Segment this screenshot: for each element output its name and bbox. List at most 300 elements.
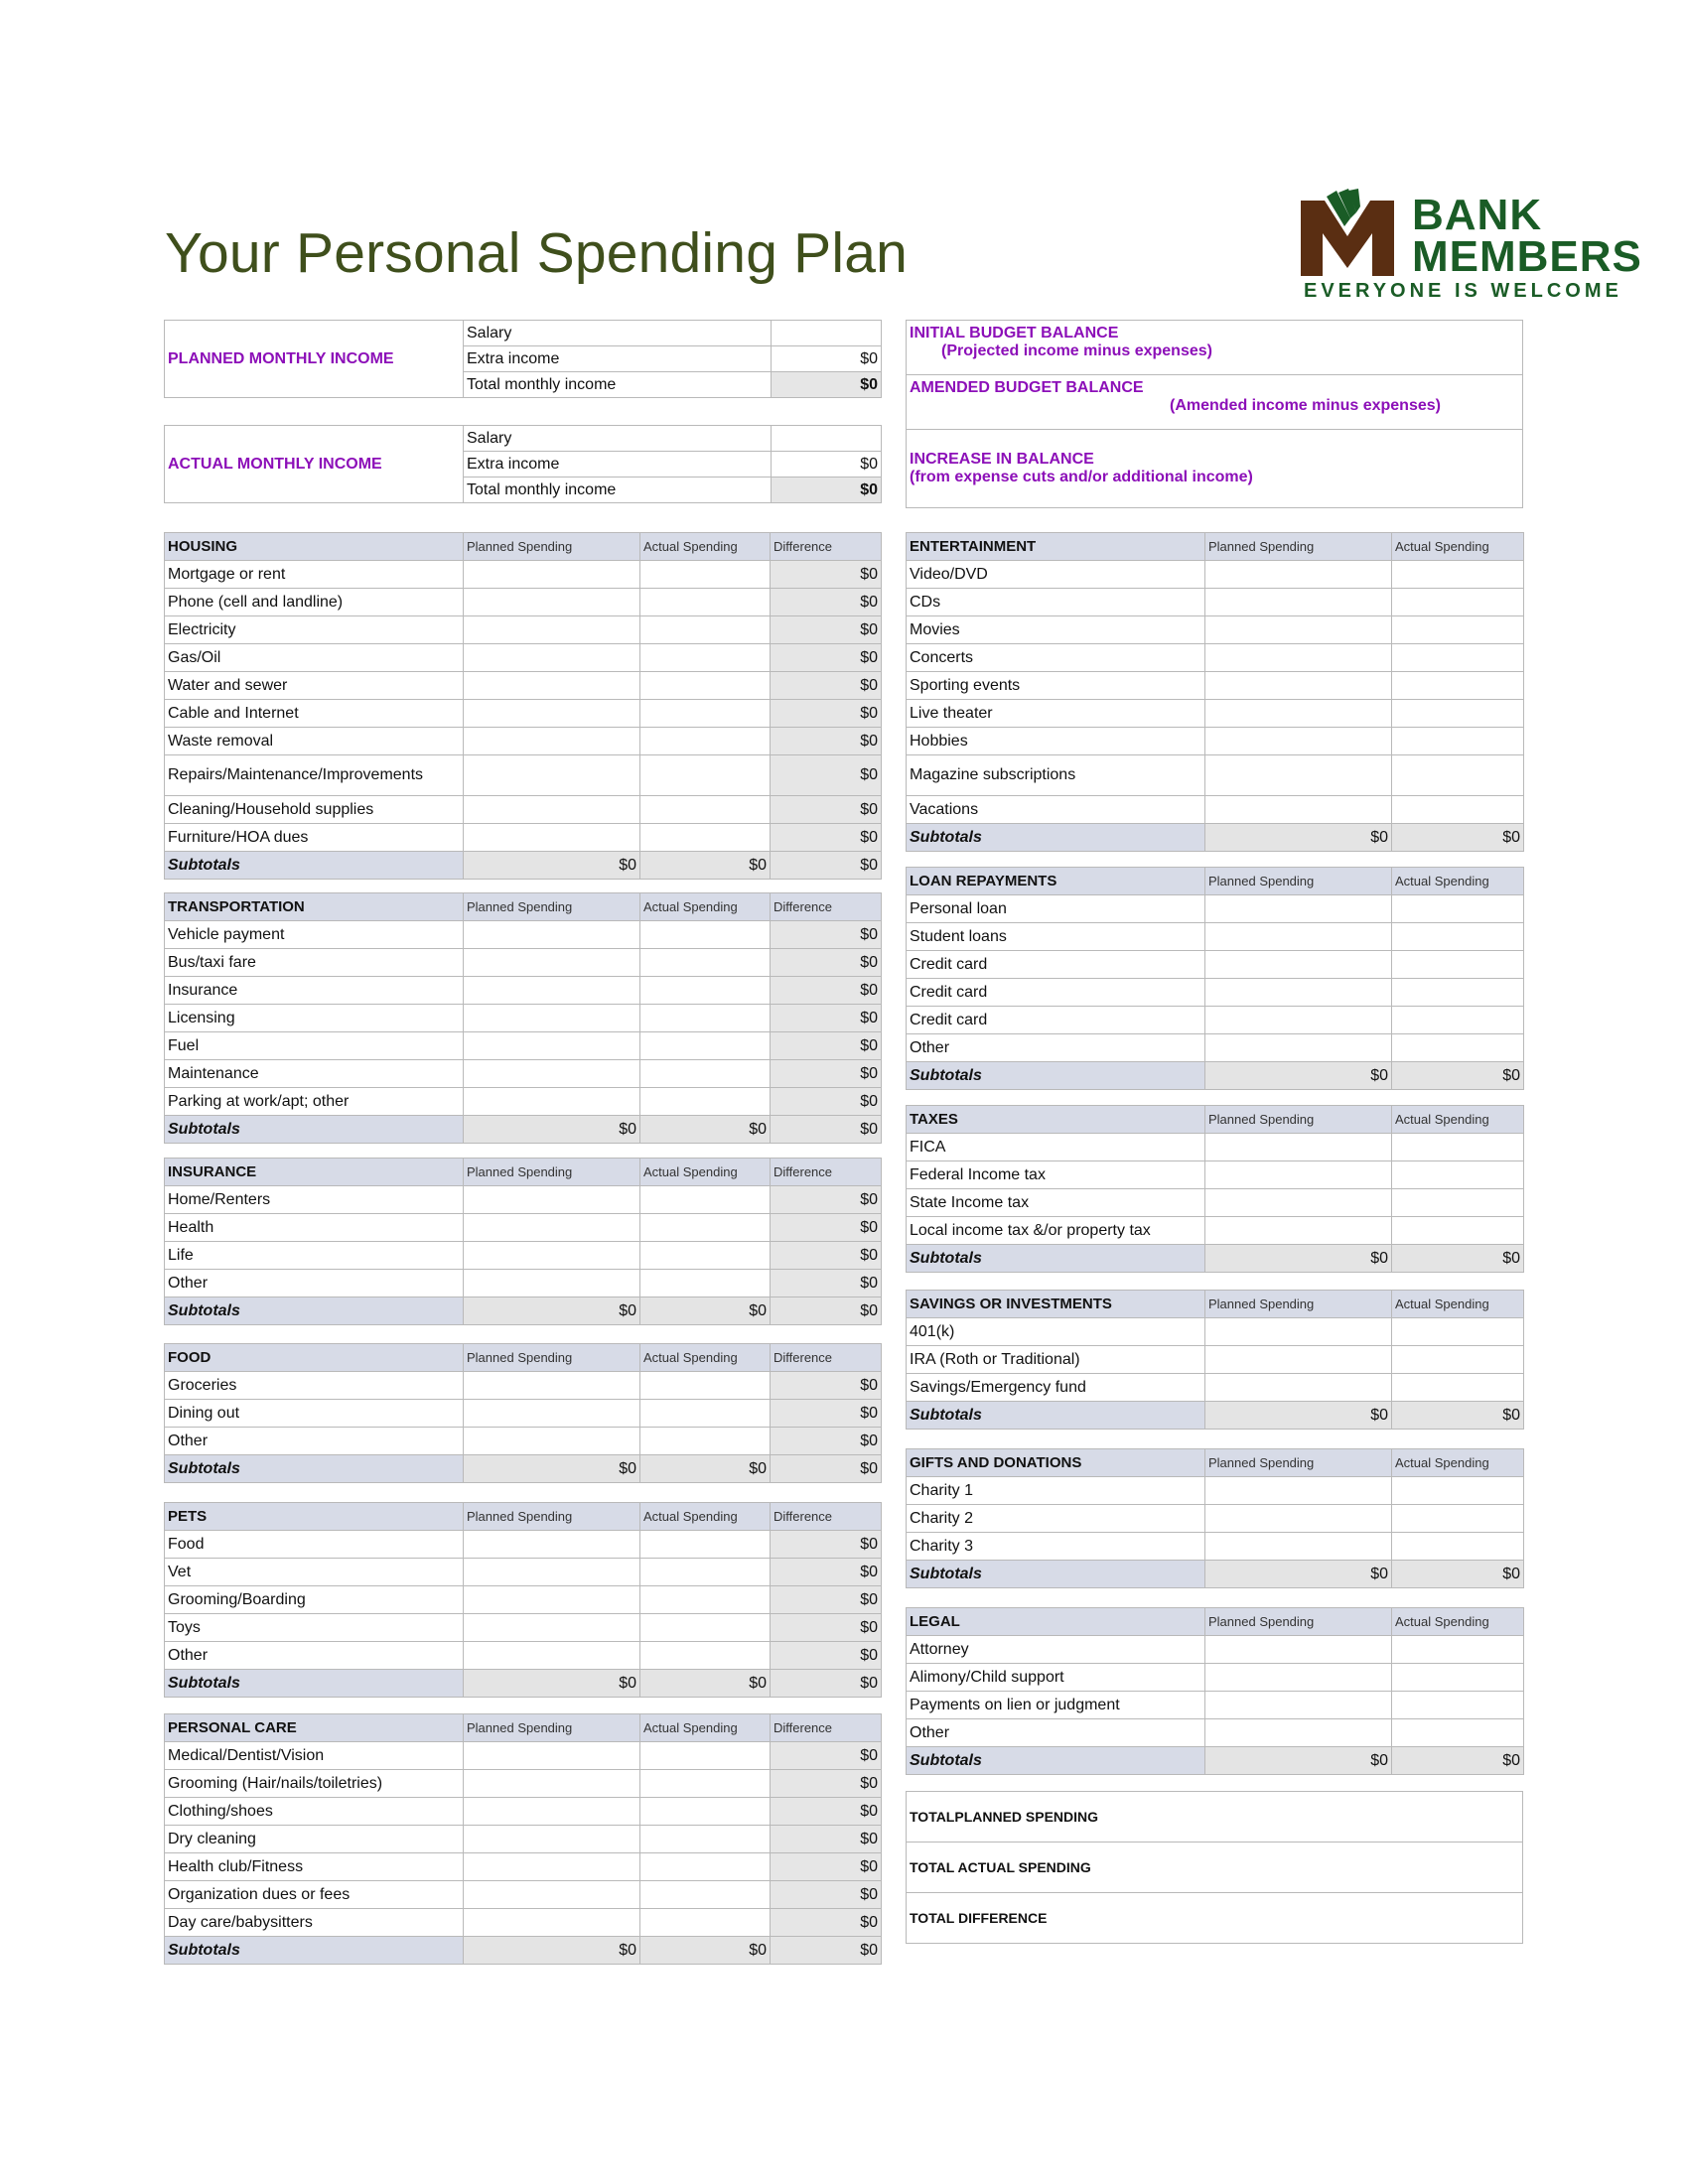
taxes-header: TAXES	[907, 1106, 1205, 1134]
planned-input[interactable]	[1205, 1636, 1392, 1664]
actual-extra-value[interactable]: $0	[772, 452, 882, 478]
subtotals-label: Subtotals	[907, 1245, 1205, 1273]
table-row	[907, 561, 1524, 589]
row-label: Charity 3	[907, 1533, 1205, 1561]
actual-input[interactable]	[1392, 923, 1524, 951]
planned-input[interactable]	[1205, 1346, 1392, 1374]
actual-input[interactable]	[1392, 1134, 1524, 1161]
table-row	[907, 644, 1524, 672]
planned-input[interactable]	[464, 561, 640, 589]
planned-input[interactable]	[1205, 755, 1392, 796]
planned-input[interactable]	[464, 728, 640, 755]
housing-table	[164, 532, 882, 880]
actual-input[interactable]	[1392, 1189, 1524, 1217]
actual-input[interactable]	[1392, 755, 1524, 796]
planned-extra-value[interactable]: $0	[772, 346, 882, 372]
table-row	[907, 895, 1524, 923]
amended-balance-cell[interactable]	[907, 375, 1523, 430]
pets-header: PETS	[165, 1503, 464, 1531]
difference-value: $0	[771, 949, 882, 977]
planned-input[interactable]	[1205, 1374, 1392, 1402]
planned-input[interactable]	[464, 672, 640, 700]
difference-value: $0	[771, 1214, 882, 1242]
table-row	[165, 561, 882, 589]
planned-input[interactable]	[1205, 1189, 1392, 1217]
actual-input[interactable]	[1392, 1505, 1524, 1533]
planned-input[interactable]	[464, 1909, 640, 1937]
actual-input[interactable]	[640, 616, 771, 644]
transportation-header: TRANSPORTATION	[165, 893, 464, 921]
row-label: Other	[165, 1428, 464, 1455]
row-label: Other	[907, 1719, 1205, 1747]
total-planned-spending[interactable]: TOTALPLANNED SPENDING	[907, 1792, 1523, 1843]
actual-input[interactable]	[1392, 1318, 1524, 1346]
planned-input[interactable]	[1205, 1505, 1392, 1533]
row-label: Maintenance	[165, 1060, 464, 1088]
row-label: Dining out	[165, 1400, 464, 1428]
difference-header: Difference	[771, 533, 882, 561]
table-row	[165, 1214, 882, 1242]
initial-balance-cell[interactable]	[907, 321, 1523, 375]
subtotals-label: Subtotals	[165, 852, 464, 880]
difference-header: Difference	[771, 893, 882, 921]
logo-name: BANK MEMBERS	[1412, 191, 1642, 281]
planned-spending-header: Planned Spending	[464, 1159, 640, 1186]
table-row	[907, 1007, 1524, 1034]
actual-input[interactable]	[640, 561, 771, 589]
actual-input[interactable]	[1392, 1007, 1524, 1034]
row-label: Vacations	[907, 796, 1205, 824]
difference-subtotal: $0	[771, 1937, 882, 1965]
table-row	[165, 616, 882, 644]
planned-input[interactable]	[464, 1742, 640, 1770]
planned-input[interactable]	[1205, 1007, 1392, 1034]
planned-input[interactable]	[464, 1372, 640, 1400]
table-row	[907, 728, 1524, 755]
planned-input[interactable]	[1205, 1533, 1392, 1561]
actual-input[interactable]	[640, 700, 771, 728]
table-row	[907, 616, 1524, 644]
actual-input[interactable]	[1392, 700, 1524, 728]
actual-input[interactable]	[1392, 979, 1524, 1007]
difference-subtotal: $0	[771, 1670, 882, 1698]
planned-income-table	[164, 320, 882, 398]
table-row	[907, 1664, 1524, 1692]
row-label: Day care/babysitters	[165, 1909, 464, 1937]
table-row	[165, 589, 882, 616]
difference-value: $0	[771, 700, 882, 728]
planned-input[interactable]	[464, 1826, 640, 1853]
planned-input[interactable]	[1205, 1161, 1392, 1189]
row-label: Water and sewer	[165, 672, 464, 700]
amended-balance-label: AMENDED BUDGET BALANCE	[910, 379, 1144, 396]
row-label: Gas/Oil	[165, 644, 464, 672]
difference-value: $0	[771, 1881, 882, 1909]
actual-input[interactable]	[640, 589, 771, 616]
planned-input[interactable]	[464, 977, 640, 1005]
planned-input[interactable]	[1205, 1692, 1392, 1719]
planned-input[interactable]	[464, 1270, 640, 1297]
table-row	[165, 644, 882, 672]
planned-input[interactable]	[464, 1614, 640, 1642]
planned-subtotal: $0	[464, 1455, 640, 1483]
row-label: Mortgage or rent	[165, 561, 464, 589]
table-row	[907, 796, 1524, 824]
planned-subtotal: $0	[464, 1937, 640, 1965]
row-label: Charity 1	[907, 1477, 1205, 1505]
row-label: Charity 2	[907, 1505, 1205, 1533]
planned-input[interactable]	[1205, 616, 1392, 644]
table-row	[165, 1531, 882, 1559]
planned-input[interactable]	[1205, 951, 1392, 979]
difference-value: $0	[771, 644, 882, 672]
planned-input[interactable]	[464, 1642, 640, 1670]
difference-header: Difference	[771, 1344, 882, 1372]
table-row	[165, 1770, 882, 1798]
actual-input[interactable]	[640, 949, 771, 977]
planned-input[interactable]	[1205, 700, 1392, 728]
actual-input[interactable]	[640, 1400, 771, 1428]
table-row	[907, 1505, 1524, 1533]
actual-input[interactable]	[1392, 1692, 1524, 1719]
actual-input[interactable]	[1392, 644, 1524, 672]
budget-balance-table	[906, 320, 1523, 508]
row-label: FICA	[907, 1134, 1205, 1161]
difference-value: $0	[771, 1742, 882, 1770]
planned-input[interactable]	[1205, 979, 1392, 1007]
planned-input[interactable]	[464, 796, 640, 824]
savings-or-investments-header: SAVINGS OR INVESTMENTS	[907, 1291, 1205, 1318]
actual-input[interactable]	[640, 1270, 771, 1297]
actual-input[interactable]	[640, 1742, 771, 1770]
actual-spending-header: Actual Spending	[1392, 1106, 1524, 1134]
table-row	[907, 672, 1524, 700]
initial-balance-sub: (Projected income minus expenses)	[941, 342, 1212, 359]
table-row	[165, 977, 882, 1005]
actual-spending-header: Actual Spending	[640, 1714, 771, 1742]
actual-input[interactable]	[640, 1853, 771, 1881]
planned-input[interactable]	[464, 616, 640, 644]
planned-spending-header: Planned Spending	[464, 533, 640, 561]
actual-input[interactable]	[1392, 1034, 1524, 1062]
difference-value: $0	[771, 1242, 882, 1270]
actual-input[interactable]	[640, 1770, 771, 1798]
planned-input[interactable]	[464, 949, 640, 977]
actual-input[interactable]	[1392, 616, 1524, 644]
loan-repayments-table	[906, 867, 1524, 1090]
planned-input[interactable]	[1205, 728, 1392, 755]
row-label: Parking at work/apt; other	[165, 1088, 464, 1116]
planned-input[interactable]	[1205, 1719, 1392, 1747]
subtotals-label: Subtotals	[907, 824, 1205, 852]
actual-input[interactable]	[1392, 1533, 1524, 1561]
planned-input[interactable]	[464, 1214, 640, 1242]
difference-header: Difference	[771, 1159, 882, 1186]
actual-input[interactable]	[640, 1531, 771, 1559]
actual-input[interactable]	[1392, 1664, 1524, 1692]
planned-input[interactable]	[1205, 1664, 1392, 1692]
difference-value: $0	[771, 1642, 882, 1670]
subtotals-label: Subtotals	[907, 1402, 1205, 1430]
actual-input[interactable]	[1392, 1477, 1524, 1505]
planned-input[interactable]	[464, 824, 640, 852]
planned-input[interactable]	[1205, 561, 1392, 589]
difference-value: $0	[771, 824, 882, 852]
logo-m-icon	[1291, 189, 1404, 278]
row-label: Bus/taxi fare	[165, 949, 464, 977]
total-actual-spending[interactable]: TOTAL ACTUAL SPENDING	[907, 1843, 1523, 1893]
row-label: Health club/Fitness	[165, 1853, 464, 1881]
planned-input[interactable]	[1205, 1134, 1392, 1161]
actual-input[interactable]	[1392, 1374, 1524, 1402]
actual-input[interactable]	[640, 1372, 771, 1400]
difference-value: $0	[771, 589, 882, 616]
planned-input[interactable]	[1205, 1318, 1392, 1346]
row-label: Alimony/Child support	[907, 1664, 1205, 1692]
actual-input[interactable]	[640, 1186, 771, 1214]
planned-input[interactable]	[464, 921, 640, 949]
planned-input[interactable]	[1205, 796, 1392, 824]
subtotals-label: Subtotals	[165, 1937, 464, 1965]
planned-input[interactable]	[1205, 589, 1392, 616]
personal-care-table	[164, 1713, 882, 1965]
actual-input[interactable]	[640, 921, 771, 949]
row-label: Grooming/Boarding	[165, 1586, 464, 1614]
planned-input[interactable]	[1205, 1034, 1392, 1062]
row-label: Video/DVD	[907, 561, 1205, 589]
table-row	[907, 1477, 1524, 1505]
row-label: Home/Renters	[165, 1186, 464, 1214]
row-label: Phone (cell and landline)	[165, 589, 464, 616]
actual-input[interactable]	[640, 1428, 771, 1455]
actual-input[interactable]	[1392, 561, 1524, 589]
actual-input[interactable]	[640, 755, 771, 796]
planned-salary-value[interactable]	[772, 321, 882, 346]
planned-input[interactable]	[464, 1242, 640, 1270]
table-row	[165, 1798, 882, 1826]
subtotals-label: Subtotals	[907, 1062, 1205, 1090]
difference-value: $0	[771, 1032, 882, 1060]
difference-value: $0	[771, 1909, 882, 1937]
row-label: Food	[165, 1531, 464, 1559]
difference-subtotal: $0	[771, 1297, 882, 1325]
planned-input[interactable]	[464, 1400, 640, 1428]
table-row	[165, 1060, 882, 1088]
planned-spending-header: Planned Spending	[1205, 868, 1392, 895]
actual-input[interactable]	[640, 1826, 771, 1853]
row-label: Waste removal	[165, 728, 464, 755]
actual-input[interactable]	[1392, 796, 1524, 824]
difference-subtotal: $0	[771, 852, 882, 880]
actual-input[interactable]	[640, 1798, 771, 1826]
total-difference[interactable]: TOTAL DIFFERENCE	[907, 1893, 1523, 1944]
savings-or-investments-table	[906, 1290, 1524, 1430]
actual-input[interactable]	[1392, 1719, 1524, 1747]
row-label: Movies	[907, 616, 1205, 644]
increase-balance-cell[interactable]	[907, 430, 1523, 508]
planned-subtotal: $0	[464, 1670, 640, 1698]
planned-input[interactable]	[464, 1559, 640, 1586]
planned-input[interactable]	[464, 1586, 640, 1614]
table-row	[165, 1372, 882, 1400]
actual-input[interactable]	[1392, 589, 1524, 616]
difference-value: $0	[771, 921, 882, 949]
planned-input[interactable]	[464, 1060, 640, 1088]
table-row	[165, 1005, 882, 1032]
actual-subtotal: $0	[1392, 824, 1524, 852]
table-row	[165, 1909, 882, 1937]
planned-input[interactable]	[464, 1853, 640, 1881]
actual-input[interactable]	[1392, 1636, 1524, 1664]
planned-input[interactable]	[464, 1798, 640, 1826]
table-row	[907, 755, 1524, 796]
row-label: Live theater	[907, 700, 1205, 728]
row-label: Hobbies	[907, 728, 1205, 755]
difference-value: $0	[771, 1428, 882, 1455]
planned-input[interactable]	[1205, 1217, 1392, 1245]
actual-input[interactable]	[640, 728, 771, 755]
entertainment-header: ENTERTAINMENT	[907, 533, 1205, 561]
actual-input[interactable]	[1392, 895, 1524, 923]
planned-input[interactable]	[1205, 895, 1392, 923]
difference-value: $0	[771, 755, 882, 796]
actual-input[interactable]	[1392, 1161, 1524, 1189]
planned-spending-header: Planned Spending	[464, 1714, 640, 1742]
actual-input[interactable]	[640, 1060, 771, 1088]
planned-input[interactable]	[1205, 923, 1392, 951]
actual-input[interactable]	[640, 796, 771, 824]
planned-input[interactable]	[464, 1186, 640, 1214]
actual-input[interactable]	[1392, 728, 1524, 755]
difference-value: $0	[771, 1586, 882, 1614]
table-row	[165, 1853, 882, 1881]
actual-spending-header: Actual Spending	[1392, 1449, 1524, 1477]
table-row	[907, 1161, 1524, 1189]
planned-spending-header: Planned Spending	[464, 1503, 640, 1531]
actual-spending-header: Actual Spending	[640, 1159, 771, 1186]
actual-input[interactable]	[640, 1614, 771, 1642]
planned-input[interactable]	[1205, 672, 1392, 700]
planned-input[interactable]	[1205, 644, 1392, 672]
planned-input[interactable]	[464, 1428, 640, 1455]
actual-total-label: Total monthly income	[464, 478, 772, 503]
actual-input[interactable]	[640, 1881, 771, 1909]
actual-input[interactable]	[640, 1586, 771, 1614]
actual-spending-header: Actual Spending	[1392, 533, 1524, 561]
planned-input[interactable]	[464, 1881, 640, 1909]
actual-input[interactable]	[1392, 1346, 1524, 1374]
difference-value: $0	[771, 1270, 882, 1297]
actual-subtotal: $0	[640, 1937, 771, 1965]
actual-subtotal: $0	[640, 1297, 771, 1325]
initial-balance-label: INITIAL BUDGET BALANCE	[910, 325, 1119, 341]
actual-input[interactable]	[640, 644, 771, 672]
actual-input[interactable]	[640, 977, 771, 1005]
table-row	[165, 1586, 882, 1614]
table-row	[165, 755, 882, 796]
difference-value: $0	[771, 1005, 882, 1032]
actual-input[interactable]	[640, 1214, 771, 1242]
food-table	[164, 1343, 882, 1483]
planned-input[interactable]	[464, 700, 640, 728]
planned-input[interactable]	[464, 1531, 640, 1559]
actual-salary-value[interactable]	[772, 426, 882, 452]
actual-input[interactable]	[1392, 672, 1524, 700]
actual-input[interactable]	[640, 824, 771, 852]
table-row	[165, 1242, 882, 1270]
logo-tagline: EVERYONE IS WELCOME	[1304, 280, 1622, 302]
actual-input[interactable]	[640, 1559, 771, 1586]
row-label: Toys	[165, 1614, 464, 1642]
planned-spending-header: Planned Spending	[464, 893, 640, 921]
entertainment-table	[906, 532, 1524, 852]
row-label: Magazine subscriptions	[907, 755, 1205, 796]
table-row	[907, 923, 1524, 951]
subtotals-label: Subtotals	[165, 1670, 464, 1698]
planned-input[interactable]	[464, 1770, 640, 1798]
row-label: CDs	[907, 589, 1205, 616]
difference-value: $0	[771, 672, 882, 700]
row-label: Other	[165, 1642, 464, 1670]
actual-input[interactable]	[640, 1909, 771, 1937]
actual-input[interactable]	[640, 1642, 771, 1670]
actual-input[interactable]	[1392, 951, 1524, 979]
actual-subtotal: $0	[1392, 1402, 1524, 1430]
table-row	[165, 1428, 882, 1455]
actual-subtotal: $0	[640, 1455, 771, 1483]
planned-input[interactable]	[464, 1005, 640, 1032]
difference-subtotal: $0	[771, 1455, 882, 1483]
planned-subtotal: $0	[464, 852, 640, 880]
row-label: Fuel	[165, 1032, 464, 1060]
row-label: Vet	[165, 1559, 464, 1586]
actual-subtotal: $0	[640, 852, 771, 880]
planned-input[interactable]	[464, 1032, 640, 1060]
actual-spending-header: Actual Spending	[640, 1503, 771, 1531]
planned-subtotal: $0	[1205, 824, 1392, 852]
actual-input[interactable]	[640, 1242, 771, 1270]
planned-subtotal: $0	[1205, 1561, 1392, 1588]
actual-input[interactable]	[1392, 1217, 1524, 1245]
actual-input[interactable]	[640, 1005, 771, 1032]
table-row	[907, 1533, 1524, 1561]
table-row	[165, 1186, 882, 1214]
planned-spending-header: Planned Spending	[1205, 1106, 1392, 1134]
planned-input[interactable]	[464, 1088, 640, 1116]
planned-input[interactable]	[1205, 1477, 1392, 1505]
planned-subtotal: $0	[464, 1297, 640, 1325]
actual-subtotal: $0	[1392, 1062, 1524, 1090]
subtotals-label: Subtotals	[907, 1747, 1205, 1775]
row-label: Other	[907, 1034, 1205, 1062]
planned-input[interactable]	[464, 589, 640, 616]
difference-header: Difference	[771, 1503, 882, 1531]
amended-balance-sub: (Amended income minus expenses)	[1170, 397, 1441, 414]
planned-input[interactable]	[464, 755, 640, 796]
planned-input[interactable]	[464, 644, 640, 672]
actual-input[interactable]	[640, 1032, 771, 1060]
table-row	[165, 1826, 882, 1853]
planned-total-label: Total monthly income	[464, 372, 772, 398]
planned-spending-header: Planned Spending	[1205, 1608, 1392, 1636]
actual-input[interactable]	[640, 1088, 771, 1116]
row-label: Repairs/Maintenance/Improvements	[165, 755, 464, 796]
table-row	[907, 589, 1524, 616]
actual-input[interactable]	[640, 672, 771, 700]
row-label: Vehicle payment	[165, 921, 464, 949]
difference-value: $0	[771, 1826, 882, 1853]
row-label: Cable and Internet	[165, 700, 464, 728]
